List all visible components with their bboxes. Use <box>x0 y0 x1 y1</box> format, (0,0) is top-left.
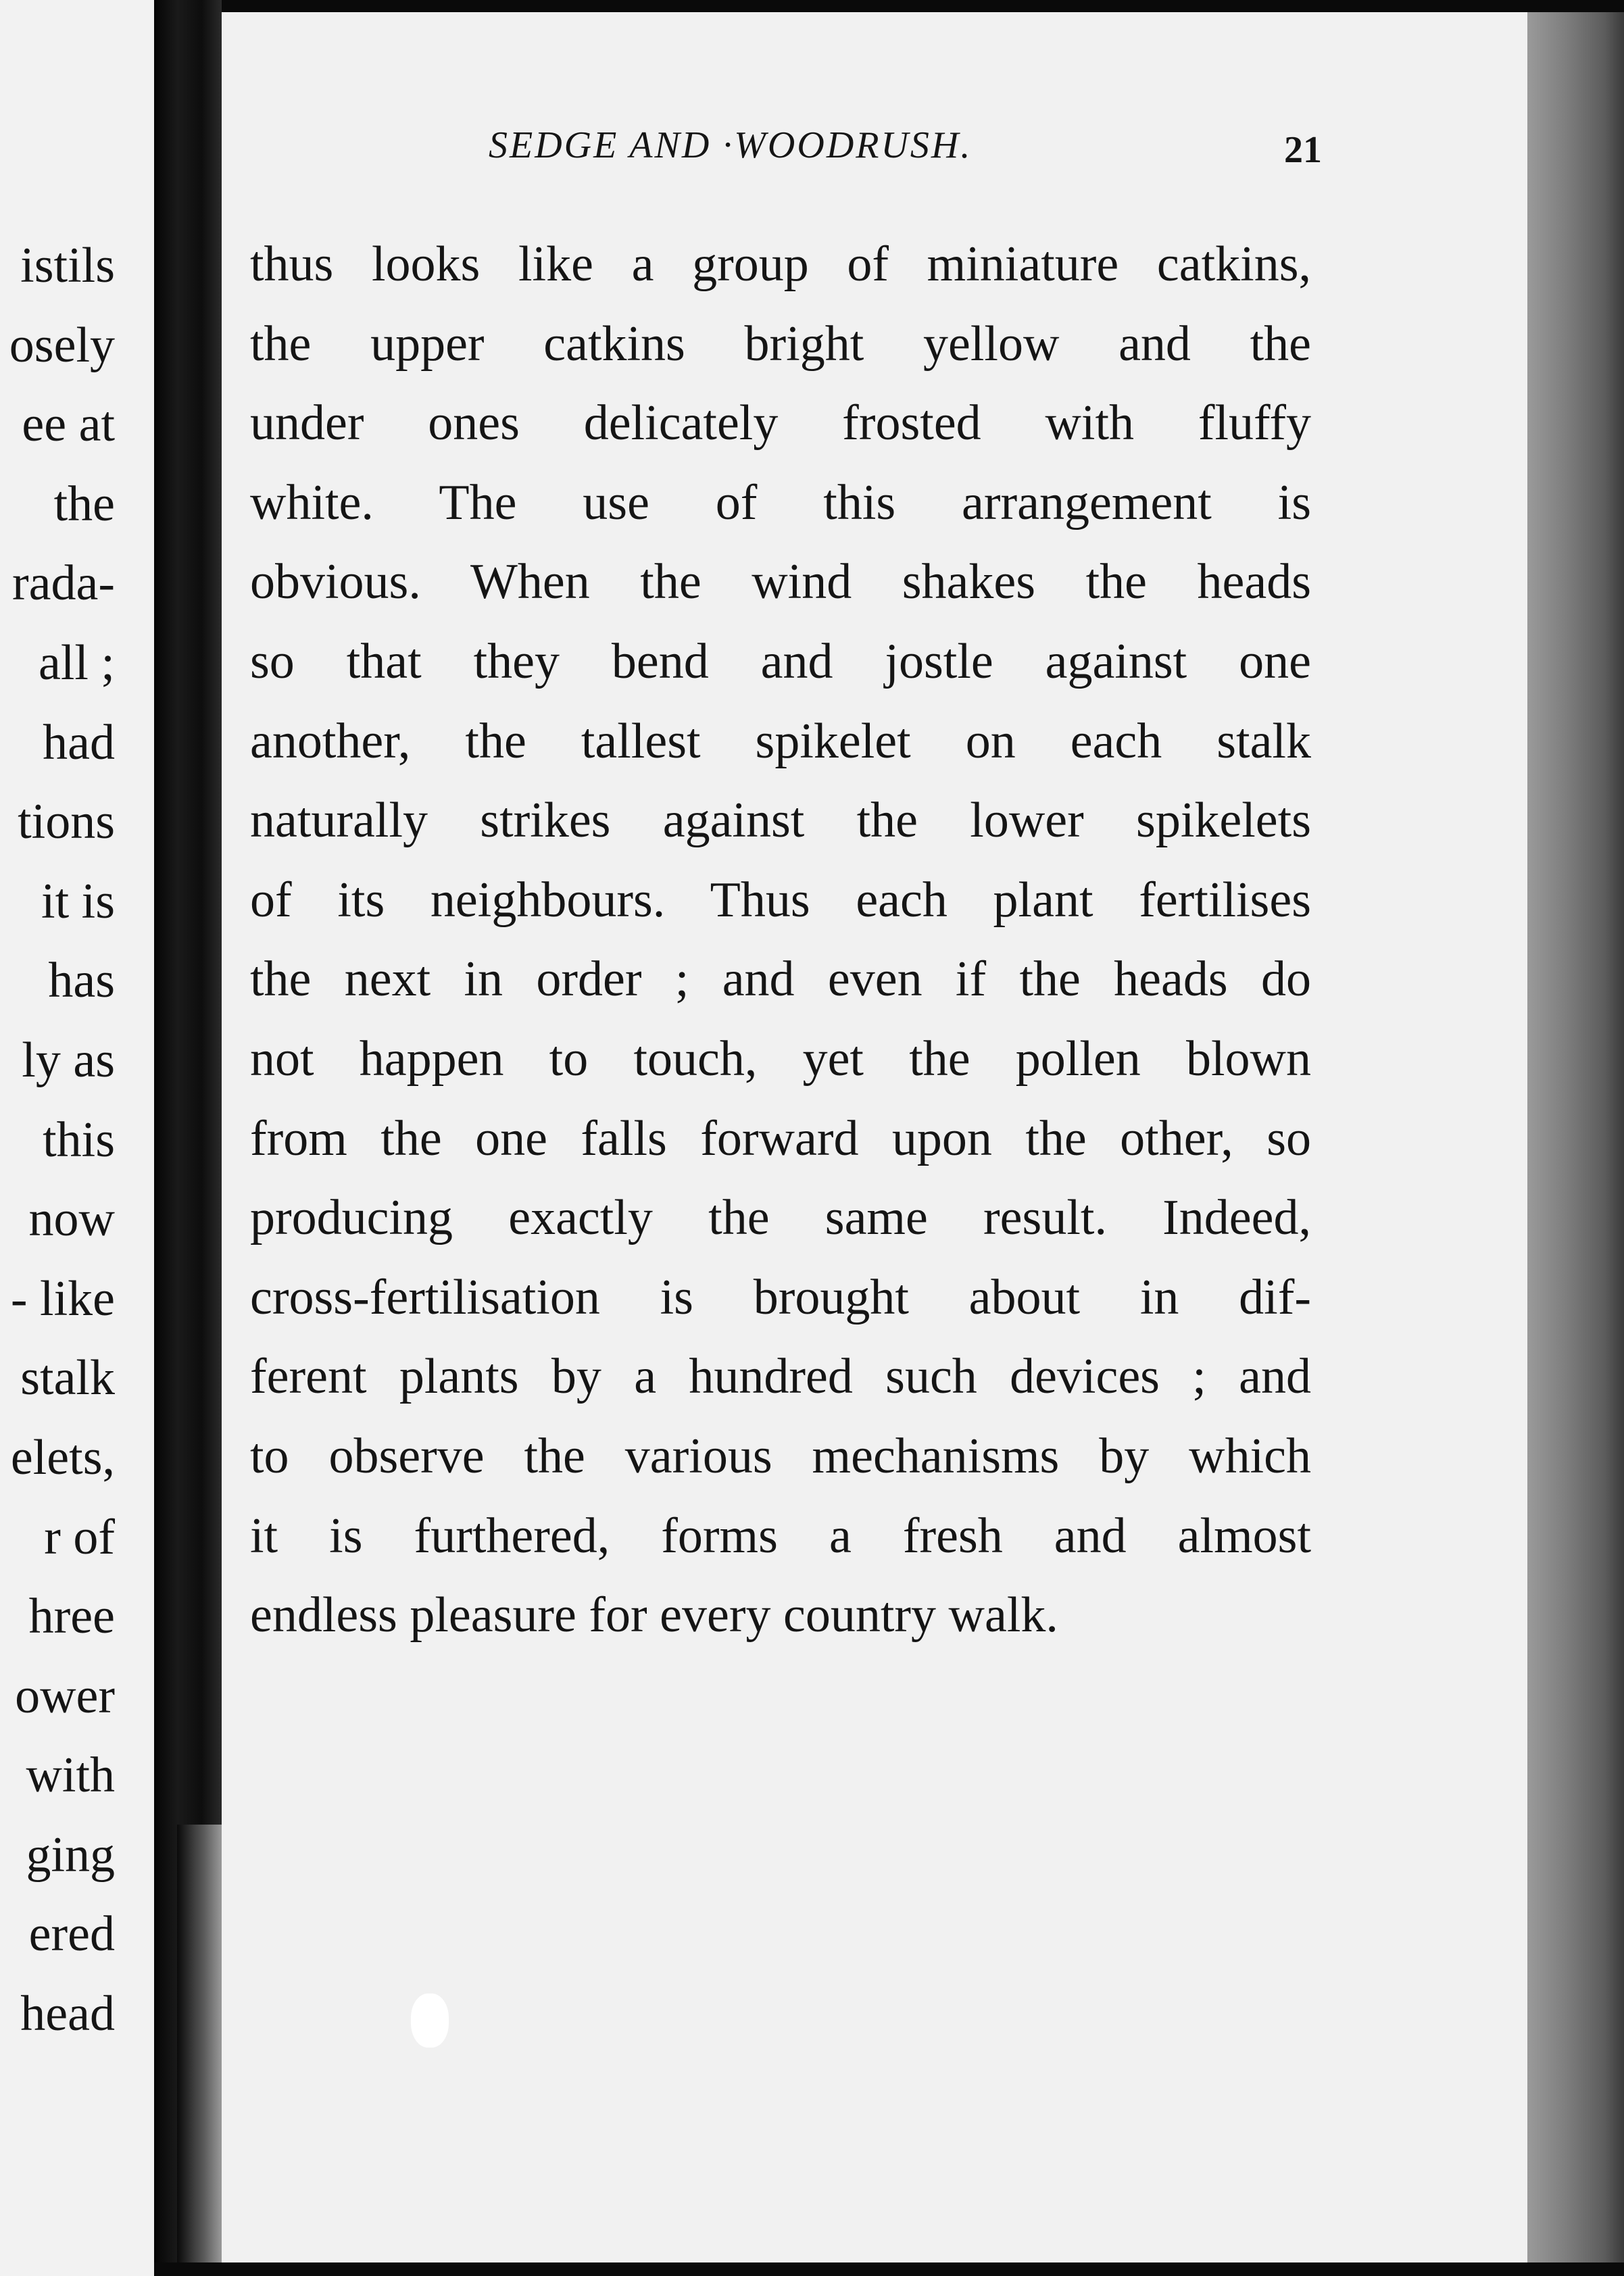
running-head: SEDGE AND ·WOODRUSH. <box>489 124 973 166</box>
left-line-fragment: ly as <box>22 1032 115 1088</box>
text-line: not happen to touch, yet the pollen blown <box>250 1031 1311 1087</box>
left-line-fragment: ered <box>28 1906 115 1962</box>
left-line-fragment: with <box>26 1748 115 1804</box>
left-page-text <box>0 226 115 2054</box>
text-line: under ones delicately frosted with fluffy <box>250 395 1311 451</box>
text-line: it is furthered, forms a fresh and almost <box>250 1508 1311 1564</box>
page-number: 21 <box>1284 129 1322 171</box>
text-line: the next in order ; and even if the heads do <box>250 951 1311 1008</box>
text-line: another, the tallest spikelet on each stalk <box>250 713 1311 769</box>
left-line-fragment: now <box>28 1191 115 1247</box>
left-line-fragment: the <box>53 476 115 532</box>
text-line: obvious. When the wind shakes the heads <box>250 554 1311 610</box>
left-line-fragment: elets, <box>10 1429 115 1485</box>
left-line-fragment: r of <box>44 1509 115 1565</box>
main-page <box>222 12 1534 2262</box>
left-line-fragment: it is <box>41 873 115 929</box>
left-line-fragment: stalk <box>20 1350 115 1406</box>
text-line: thus looks like a group of miniature catkins, <box>250 237 1311 292</box>
left-line-fragment: ee at <box>22 397 115 453</box>
scan-top-border <box>0 0 1624 12</box>
left-line-fragment: ging <box>26 1827 115 1883</box>
text-line: cross-fertilisation is brought about in dif- <box>250 1269 1311 1325</box>
left-line-fragment: rada- <box>12 555 115 612</box>
text-line: of its neighbours. Thus each plant fertilises <box>250 872 1311 928</box>
left-line-fragment: head <box>20 1986 115 2042</box>
text-line: white. The use of this arrangement is <box>250 474 1311 530</box>
gutter-shadow <box>177 1825 222 2276</box>
book-page-edges <box>1527 12 1624 2276</box>
left-line-fragment: this <box>43 1112 115 1168</box>
left-line-fragment: has <box>48 953 115 1009</box>
text-line-last: endless pleasure for every country walk. <box>250 1587 1058 1643</box>
left-line-fragment: istils <box>20 238 115 293</box>
text-line: the upper catkins bright yellow and the <box>250 316 1311 372</box>
left-line-fragment: tions <box>18 794 115 850</box>
text-line: from the one falls forward upon the other, so <box>250 1110 1311 1166</box>
left-facing-page <box>0 0 154 2276</box>
text-line: ferent plants by a hundred such devices ; and <box>250 1349 1311 1405</box>
left-line-fragment: - like <box>10 1270 115 1327</box>
scan-bottom-border <box>154 2262 1624 2276</box>
left-line-fragment: hree <box>28 1589 115 1645</box>
text-line: producing exactly the same result. Indeed, <box>250 1190 1311 1246</box>
text-line: to observe the various mechanisms by which <box>250 1428 1311 1484</box>
text-line: so that they bend and jostle against one <box>250 633 1311 689</box>
text-line: naturally strikes against the lower spikelets <box>250 793 1311 849</box>
body-text <box>250 225 1311 1656</box>
left-line-fragment: osely <box>9 317 115 373</box>
paper-blemish <box>411 1994 449 2048</box>
left-line-fragment: all ; <box>38 635 115 691</box>
left-line-fragment: had <box>43 714 115 770</box>
left-line-fragment: ower <box>15 1668 115 1724</box>
